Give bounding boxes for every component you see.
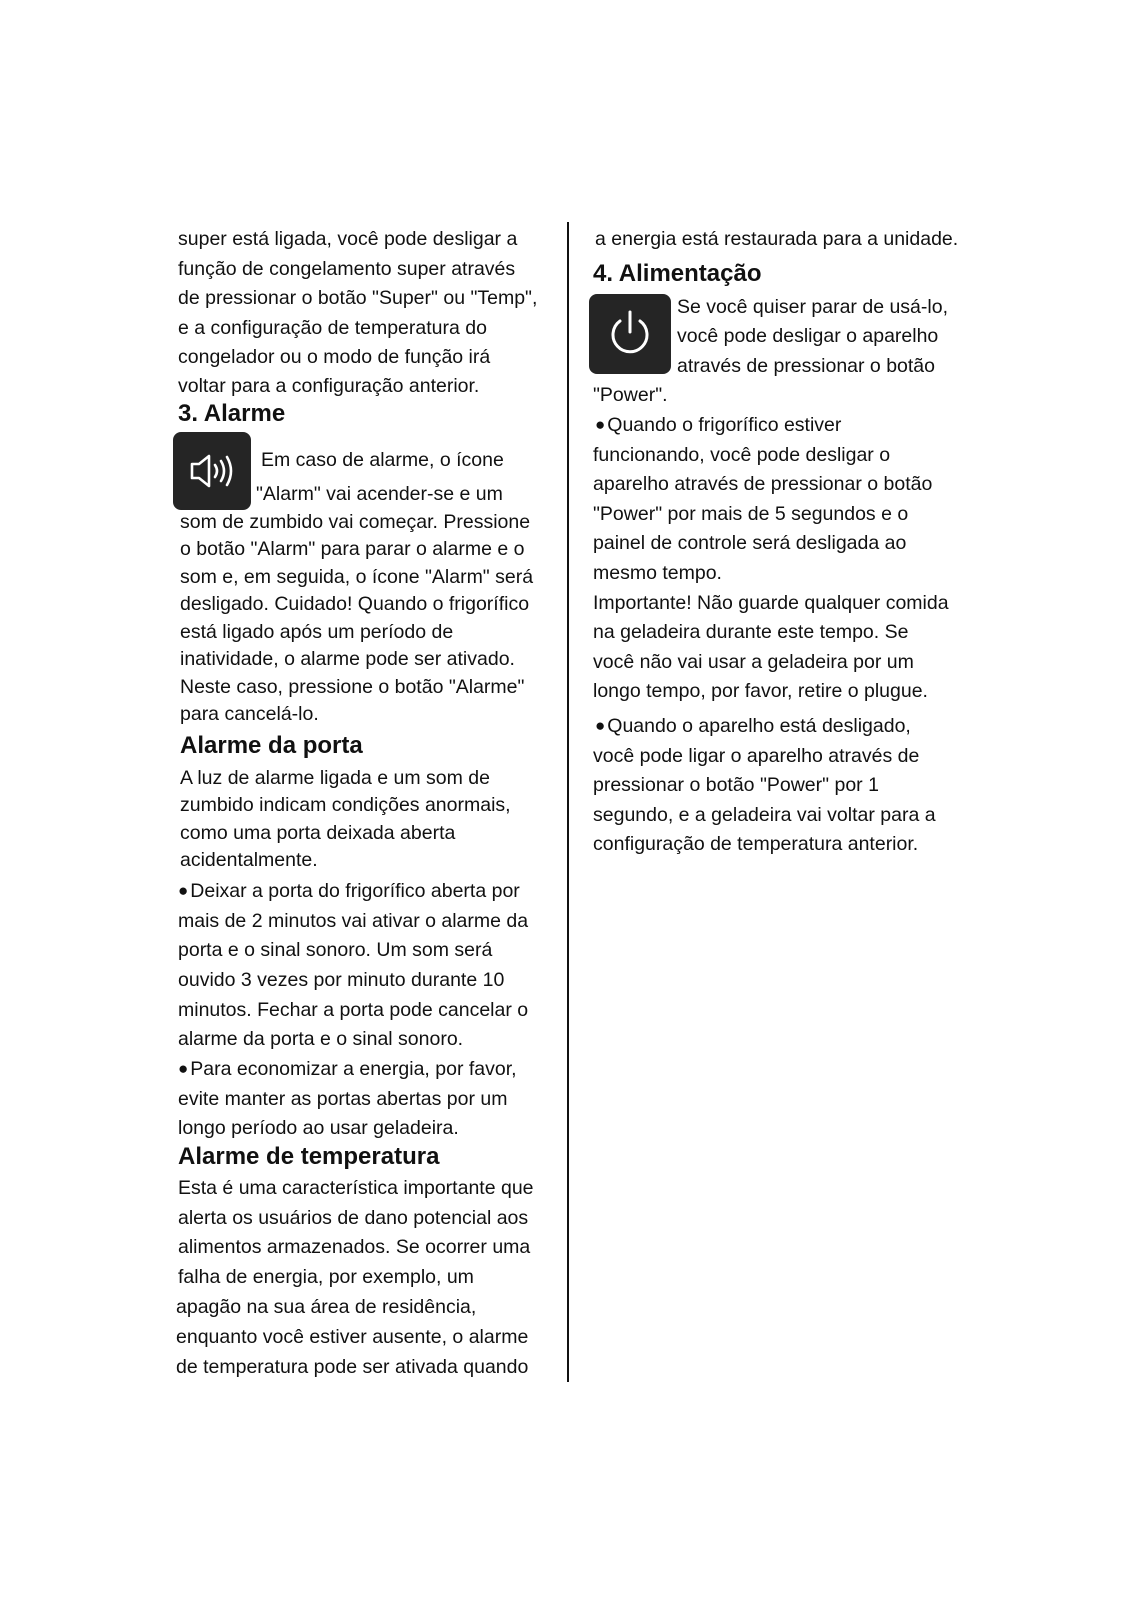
bullet-item [178,1057,517,1082]
bullet-item [178,879,520,904]
bullet-item [595,714,911,739]
body-text-line: som de zumbido vai começar. Pressione [180,511,531,533]
body-text-line: mesmo tempo. [593,562,722,584]
body-text-line: você pode ligar o aparelho através de [593,745,920,767]
bullet-text: Deixar a porta do frigorífico aberta por [190,880,520,902]
body-text-line: o botão "Alarm" para parar o alarme e o [180,538,525,560]
body-text-line: apagão na sua área de residência, [176,1296,477,1318]
body-text-line: "Alarm" vai acender-se e um [256,483,503,505]
body-text-line: enquanto você estiver ausente, o alarme [176,1326,529,1348]
body-text-line: "Power". [593,384,668,406]
body-text-line: de temperatura pode ser ativada quando [176,1356,529,1378]
body-text-line: Em caso de alarme, o ícone [261,449,504,471]
body-text-line: alimentos armazenados. Se ocorrer uma [178,1236,531,1258]
body-text-line: falha de energia, por exemplo, um [178,1266,474,1288]
body-text-line: configuração de temperatura anterior. [593,833,919,855]
bullet-text: Quando o aparelho está desligado, [607,715,911,737]
body-text-line: acidentalmente. [180,849,318,871]
section-heading-power: 4. Alimentação [593,260,762,287]
body-text-line: minutos. Fechar a porta pode cancelar o [178,999,529,1021]
bullet-item [595,413,841,438]
body-text-line: você não vai usar a geladeira por um [593,651,914,673]
body-text-line: longo tempo, por favor, retire o plugue. [593,680,928,702]
body-text-line: desligado. Cuidado! Quando o frigorífico [180,593,530,615]
subheading-temperature-alarm: Alarme de temperatura [178,1143,440,1170]
body-text-line: você pode desligar o aparelho [677,325,939,347]
body-text-line: através de pressionar o botão [677,355,935,377]
body-text-line: ouvido 3 vezes por minuto durante 10 [178,969,505,991]
subheading-door-alarm: Alarme da porta [180,732,363,759]
column-divider [567,222,569,1382]
body-text-line: inatividade, o alarme pode ser ativado. [180,648,515,670]
body-text-line: de pressionar o botão "Super" ou "Temp", [178,287,538,309]
section-heading-alarm: 3. Alarme [178,400,286,427]
body-text-line: pressionar o botão "Power" por 1 [593,774,879,796]
body-text-line: alarme da porta e o sinal sonoro. [178,1028,464,1050]
body-text-line: Neste caso, pressione o botão "Alarme" [180,676,525,698]
body-text-line: alerta os usuários de dano potencial aos [178,1207,529,1229]
body-text-line: mais de 2 minutos vai ativar o alarme da [178,910,529,932]
body-text-line: A luz de alarme ligada e um som de [180,767,491,789]
body-text-line: painel de controle será desligada ao [593,532,907,554]
body-text-line: "Power" por mais de 5 segundos e o [593,503,909,525]
bullet-icon: ● [595,415,606,434]
body-text-line: Importante! Não guarde qualquer comida [593,592,949,614]
bullet-icon: ● [178,881,189,900]
body-text-line: aparelho através de pressionar o botão [593,473,933,495]
bullet-icon: ● [595,716,606,735]
body-text-line: está ligado após um período de [180,621,454,643]
body-text-line: Se você quiser parar de usá-lo, [677,296,948,318]
body-text-line: na geladeira durante este tempo. Se [593,621,909,643]
body-text-line: som e, em seguida, o ícone "Alarm" será [180,566,534,588]
bullet-icon: ● [178,1059,189,1078]
body-text-line: e a configuração de temperatura do [178,317,487,339]
power-icon [589,294,671,374]
body-text-line: evite manter as portas abertas por um [178,1088,508,1110]
body-text-line: porta e o sinal sonoro. Um som será [178,939,493,961]
body-text-line: longo período ao usar geladeira. [178,1117,459,1139]
body-text-line: função de congelamento super através [178,258,516,280]
body-text-line: voltar para a configuração anterior. [178,375,480,397]
body-text-line: segundo, e a geladeira vai voltar para a [593,804,936,826]
body-text-line: Esta é uma característica importante que [178,1177,534,1199]
body-text-line: zumbido indicam condições anormais, [180,794,511,816]
bullet-text: Para economizar a energia, por favor, [190,1058,517,1080]
body-text-line: super está ligada, você pode desligar a [178,228,518,250]
body-text-line: funcionando, você pode desligar o [593,444,891,466]
body-text-line: a energia está restaurada para a unidade. [595,228,959,250]
bullet-text: Quando o frigorífico estiver [607,414,842,436]
speaker-icon [173,432,251,510]
body-text-line: para cancelá-lo. [180,703,319,725]
body-text-line: como uma porta deixada aberta [180,822,456,844]
body-text-line: congelador ou o modo de função irá [178,346,491,368]
